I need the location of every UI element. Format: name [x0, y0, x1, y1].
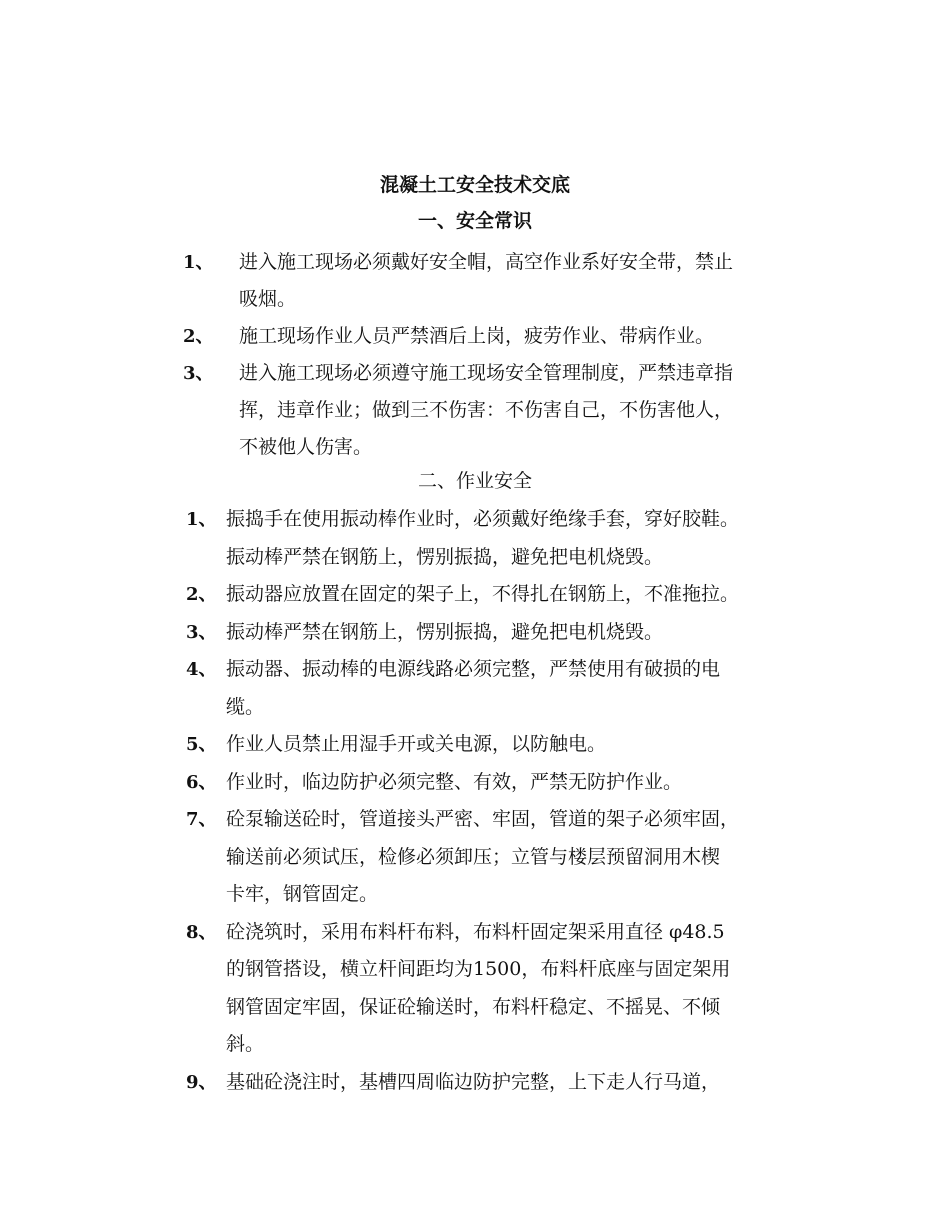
- list-item: [186, 614, 836, 652]
- section-heading-work-safety: 二、作业安全: [417, 470, 532, 492]
- item-text: 进入施工现场必须戴好安全帽，高空作业系好安全带，禁止 吸烟。: [239, 251, 734, 310]
- item-text: 振动器应放置在固定的架子上，不得扎在钢筋上，不准拖拉。: [226, 583, 740, 605]
- work-safety-list: [186, 501, 836, 1101]
- list-item: [186, 914, 836, 1064]
- list-item: [183, 355, 833, 466]
- item-number: 8、: [186, 921, 217, 943]
- item-number: 5、: [186, 734, 217, 755]
- item-text: 砼浇筑时，采用布料杆布料，布料杆固定架采用直径 φ48.5 的钢管搭设，横立杆间距均为1500，布料杆底座与固定架用 钢管固定牢固，保证砼输送时，布料杆稳定、不摇晃、不倾 斜。: [226, 920, 731, 1055]
- item-number: 2、: [186, 584, 217, 605]
- item-text: 基础砼浇注时，基槽四周临边防护完整，上下走人行马道，: [226, 1070, 721, 1093]
- section-heading-safety-knowledge: 一、安全常识: [417, 210, 532, 232]
- item-number: 3、: [183, 363, 214, 384]
- item-number: 6、: [186, 771, 217, 793]
- item-number: 1、: [183, 252, 214, 273]
- item-text: 砼泵输送砼时，管道接头严密、牢固，管道的架子必须牢固， 输送前必须试压，检修必须卸压；立管与楼层预留洞用木楔 卡牢，钢管固定。: [226, 808, 740, 905]
- item-text: 作业时，临边防护必须完整、有效，严禁无防护作业。: [226, 770, 683, 793]
- list-item: [186, 801, 836, 914]
- safety-knowledge-list: [183, 244, 833, 466]
- list-item: [186, 501, 836, 576]
- document-title: 混凝土工安全技术交底: [379, 174, 570, 196]
- item-text: 施工现场作业人员严禁酒后上岗，疲劳作业、带病作业。: [239, 325, 715, 347]
- item-text: 振捣手在使用振动棒作业时，必须戴好绝缘手套，穿好胶鞋。 振动棒严禁在钢筋上，愣别振捣，避免把电机烧毁。: [226, 508, 740, 568]
- item-number: 2、: [183, 326, 214, 347]
- list-item: [186, 576, 836, 614]
- list-item: [186, 651, 836, 726]
- item-text: 作业人员禁止用湿手开或关电源，以防触电。: [226, 733, 607, 755]
- item-number: 3、: [186, 621, 217, 643]
- item-text: 振动棒严禁在钢筋上，愣别振捣，避免把电机烧毁。: [226, 620, 664, 643]
- list-item: [186, 1064, 836, 1102]
- list-item: [186, 726, 836, 764]
- list-item: [186, 764, 836, 802]
- item-number: 7、: [186, 809, 217, 830]
- list-item: [183, 244, 833, 318]
- list-item: [183, 318, 833, 355]
- item-number: 1、: [186, 509, 217, 530]
- item-text: 振动器、振动棒的电源线路必须完整，严禁使用有破损的电 缆。: [226, 658, 721, 718]
- item-number: 4、: [186, 659, 217, 680]
- item-text: 进入施工现场必须遵守施工现场安全管理制度，严禁违章指 挥，违章作业；做到三不伤害：不伤害自己，不伤害他人， 不被他人伤害。: [239, 362, 734, 458]
- item-number: 9、: [186, 1071, 217, 1093]
